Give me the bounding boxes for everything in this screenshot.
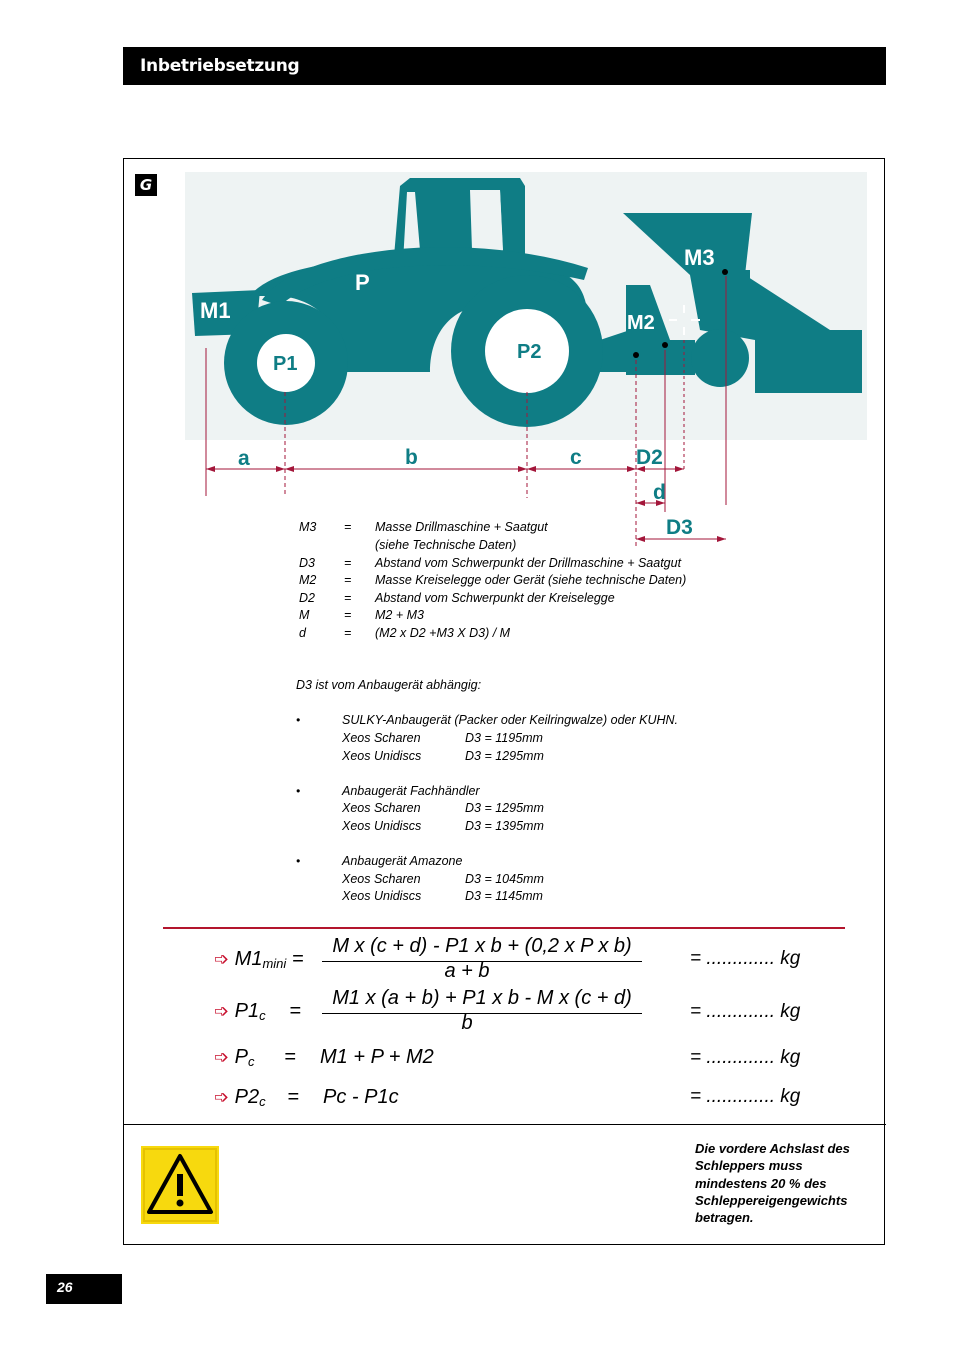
tractor-diagram <box>180 170 870 550</box>
formula-p2-result: = ............. kg <box>690 1086 801 1107</box>
option-name: Xeos Scharen <box>342 801 421 815</box>
option-name: Xeos Unidiscs <box>342 749 422 763</box>
formula-m1-numerator: M x (c + d) - P1 x b + (0,2 x P x b) <box>332 935 632 957</box>
formula-p1-denominator: b <box>461 1012 473 1034</box>
d3-note: D3 ist vom Anbaugerät abhängig: <box>296 678 482 692</box>
section-title: Inbetriebsetzung <box>140 56 300 76</box>
formula-p1-numerator: M1 x (a + b) + P1 x b - M x (c + d) <box>332 987 632 1009</box>
label-m2: M2 <box>627 312 655 334</box>
option-value: D3 = 1145mm <box>465 889 543 903</box>
formula-pc-rhs: M1 + P + M2 <box>320 1046 434 1068</box>
label-p1: P1 <box>273 353 298 375</box>
formula-pc-result: = ............. kg <box>690 1047 801 1068</box>
bullet: • <box>296 854 301 868</box>
figure-badge: G <box>135 174 157 196</box>
option-name: Xeos Unidiscs <box>342 819 422 833</box>
page-number: 26 <box>57 1279 73 1295</box>
label-m3: M3 <box>684 245 715 270</box>
label-d: d <box>653 481 666 504</box>
formula-p2-lhs: ➩ $P2_c$ = <box>214 1086 299 1109</box>
formula-m1-denominator: a + b <box>444 960 490 982</box>
arrow-right-icon: ➩ <box>214 1087 230 1107</box>
option-title: Anbaugerät Amazone <box>342 854 463 868</box>
option-value: D3 = 1395mm <box>465 819 544 833</box>
formula-m1-result: = ............. kg <box>690 948 801 969</box>
formula-p1-result: = ............. kg <box>690 1001 801 1022</box>
option-name: Xeos Scharen <box>342 872 421 886</box>
option-value: D3 = 1295mm <box>465 801 544 815</box>
label-d3: D3 <box>666 516 693 539</box>
arrow-right-icon: ➩ <box>214 1001 230 1021</box>
label-p2: P2 <box>517 341 542 363</box>
formula-p2-rhs: Pc - P1c <box>323 1086 399 1108</box>
bullet: • <box>296 713 301 727</box>
cog-m3-dot <box>722 269 728 275</box>
formula-p1-lhs: ➩ $P1_c$ = <box>214 1000 301 1023</box>
option-title: SULKY-Anbaugerät (Packer oder Keilringwalze) oder KUHN. <box>342 713 679 727</box>
warning-box <box>141 1146 219 1224</box>
formula-pc-lhs: ➩ $P_c$ = <box>214 1046 296 1069</box>
bullet: • <box>296 784 301 798</box>
frame-divider <box>123 1124 886 1125</box>
arrow-right-icon: ➩ <box>214 949 230 969</box>
option-value: D3 = 1045mm <box>465 872 544 886</box>
warning-triangle-icon <box>141 1146 219 1224</box>
cog-point-dot <box>662 342 668 348</box>
label-b: b <box>405 446 418 469</box>
option-name: Xeos Unidiscs <box>342 889 422 903</box>
arrow-right-icon: ➩ <box>214 1047 230 1067</box>
option-name: Xeos Scharen <box>342 731 421 745</box>
label-c: c <box>570 446 582 469</box>
option-value: D3 = 1195mm <box>465 731 543 745</box>
label-m1: M1 <box>200 298 231 323</box>
label-d2: D2 <box>636 446 663 469</box>
formula-m1-lhs: ➩ $M1_{mini}$ = <box>214 948 304 971</box>
option-title: Anbaugerät Fachhändler <box>342 784 480 798</box>
warning-text: Die vordere Achslast des Schleppers muss mindestens 20 % des Schleppereigengewichts betragen. <box>695 1141 850 1226</box>
label-a: a <box>238 447 250 470</box>
option-value: D3 = 1295mm <box>465 749 544 763</box>
cog-m2-dot <box>633 352 639 358</box>
label-p: P <box>355 270 370 295</box>
roller-wheel <box>691 329 749 387</box>
red-divider <box>163 927 845 929</box>
